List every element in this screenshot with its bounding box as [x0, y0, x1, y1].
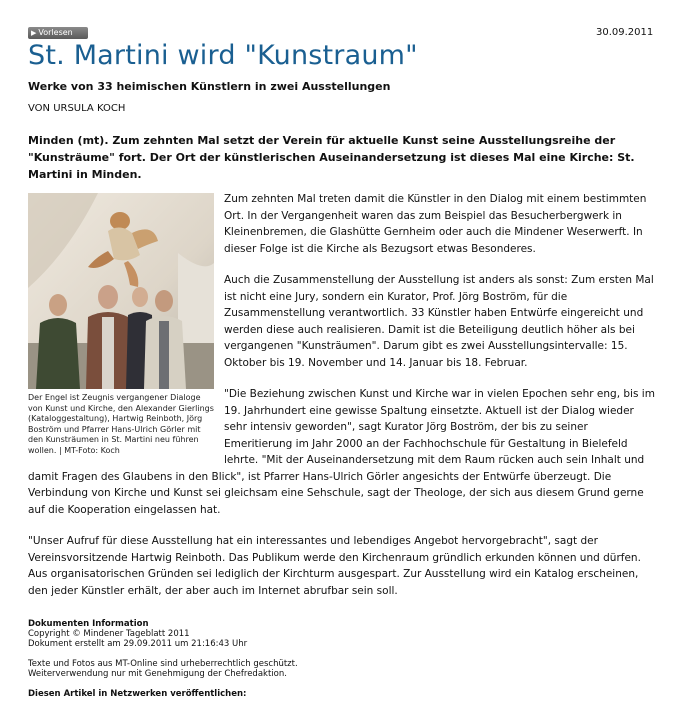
paragraph: "Unser Aufruf für diese Ausstellung hat ein interessantes und lebendiges Angebot hervorgebracht", sagt der Vereinsvorsitzende Hartwig Reinboth. Das Publikum werde den Kirchenraum gründlich erkunden können und dürfen. Aus organisatorischen Gründen sei lediglich der Kirchturm ausgespart. Zur Ausstellung wird ein Katalog erscheinen, den jeder Künstler erhält, der aber auch im Internet abrufbar sein soll. — [28, 535, 641, 597]
docinfo-created: Dokument erstellt am 29.09.2011 um 21:16:43 Uhr — [28, 639, 248, 649]
paragraph: Auch die Zusammenstellung der Ausstellung ist anders als sonst: Zum ersten Mal ist nicht eine Jury, sondern ein Kurator, Prof. Jörg Boström, für die Zusammenstellung verantwortlich. 33 Künstler haben Entwürfe eingereicht und werden diese auch realisieren. Damit ist die Beteiligung deutlich höher als bei vergangenen "Kunsträumen". Darum gibt es zwei Ausstellungsintervalle: 15. Oktober bis 19. November und 14. Januar bis 18. Februar. — [224, 274, 654, 369]
article-lead: Minden (mt). Zum zehnten Mal setzt der Verein für aktuelle Kunst seine Ausstellungsreihe der "Kunsträume" fort. Der Ort der künstlerischen Auseinandersetzung ist dieses Mal eine Kirche: St. Martini in Minden. — [28, 134, 635, 181]
article-date: 30.09.2011 — [596, 27, 654, 38]
docinfo-rights: Texte und Fotos aus MT-Online sind urheberrechtlich geschützt. — [28, 659, 298, 669]
share-heading: Diesen Artikel in Netzwerken veröffentlichen: — [28, 689, 247, 699]
article-body — [28, 191, 656, 614]
article-photo — [28, 193, 214, 389]
docinfo-copyright: Copyright © Mindener Tageblatt 2011 — [28, 629, 190, 639]
paragraph: "Die Beziehung zwischen Kunst und Kirche war in vielen Epochen sehr eng, bis im 19. Jahrhundert eine gewisse Spaltung einsetzte. Aktuell ist der Dialog wieder sehr intensiv geworden", sagt Kurator Jörg Boström, der bis zu seiner Emeritierung im Jahr 2000 an der Fachhochschule für Gestaltung in Bielefeld lehrte. "Mit der Auseinandersetzung mit dem Raum rücken auch sein Inhalt und damit Fragen des Glaubens in den Blick", ist Pfarrer Hans-Ulrich Görler angesichts der Entwürfe überzeugt. Die Verbindung von Kirche und Kunst sei gleichsam eine Sehschule, sagt der Theologe, der sich aus diesem Grund gerne auf die Kooperation eingelassen hat. — [28, 388, 655, 516]
docinfo-heading: Dokumenten Information — [28, 619, 149, 629]
paragraph: Zum zehnten Mal treten damit die Künstler in den Dialog mit einem bestimmten Ort. In der Vergangenheit waren das zum Beispiel das Besucherbergwerk in Kleinenbremen, die Glashütte Gernheim oder auch die Mindener Weserwerft. In dieser Folge ist die Kirche als Bezugsort etwas Besonderes. — [224, 193, 647, 255]
photo-caption: Der Engel ist Zeugnis vergangener Dialoge von Kunst und Kirche, den Alexander Gierlings (Kataloggestaltung), Hartwig Reinboth, Jörg Boström und Pfarrer Hans-Ulrich Görler mit den Kunsträumen in St. Martini neu führen wollen. | MT-Foto: Koch — [28, 393, 214, 455]
read-aloud-label: Vorlesen — [38, 28, 73, 37]
docinfo-reuse: Weiterverwendung nur mit Genehmigung der Chefredaktion. — [28, 669, 287, 679]
read-aloud-button[interactable] — [28, 27, 88, 39]
article-title: St. Martini wird "Kunstraum" — [28, 40, 418, 71]
speaker-icon: ▶ — [31, 29, 37, 37]
article-author: VON URSULA KOCH — [28, 103, 126, 114]
document-information — [28, 619, 668, 699]
article-figure — [28, 193, 216, 456]
article-subtitle: Werke von 33 heimischen Künstlern in zwei Ausstellungen — [28, 80, 391, 93]
